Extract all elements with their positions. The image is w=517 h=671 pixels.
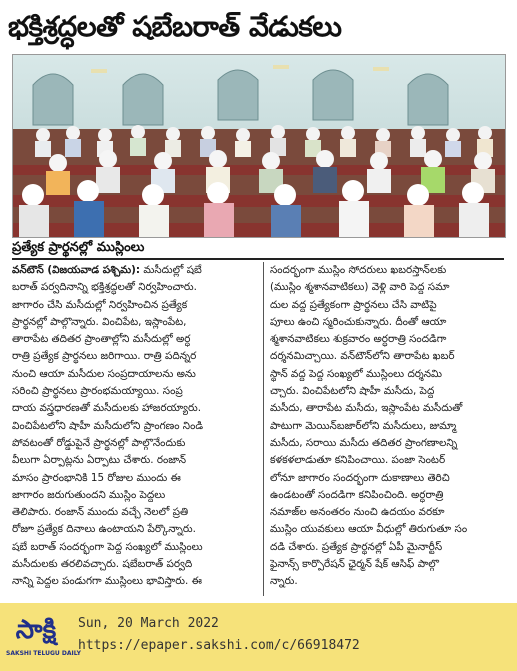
article-line: రోజూ ప్రత్యేక దినాలు ఉంటాయని పేర్కొన్నారు. <box>12 523 196 536</box>
article-line: జాగారం చేసి మసీదుల్లో నిర్వహించిన ప్రత్యేక <box>12 298 188 311</box>
column-divider <box>263 262 264 596</box>
article-line: ముస్లిం యువకులు ఆయా వీధుల్లో తిరుగుతూ సం <box>270 523 468 536</box>
article-line: (ముస్లిం శ్మశానవాటికలు) వెళ్లి వారి పెద్ద సమా <box>270 281 450 294</box>
article-line: నమాజ్‌ల అనంతరం నుంచి ఉదయం వరకూ <box>270 506 445 519</box>
article-line: మసీదులకు తరలివచ్చారు. షబేబరాత్ పర్వది <box>12 558 193 571</box>
article-line: దడి చేశారు. ప్రత్యేక ప్రార్థనల్లో ఏపీ మైనార్టీస్ <box>270 540 443 553</box>
article-line: ఫైనాన్స్ కార్పొరేషన్ ఛైర్మన్ షేక్ ఆసిఫ్ పాల్గొ <box>270 558 439 571</box>
logo-text: సాక్షి <box>15 615 57 645</box>
article-column-left <box>12 262 258 598</box>
article-line: కళకళలాడుతూ కనిపించాయి. పంజా సెంటర్ <box>270 454 446 467</box>
article-line: పూలు ఉంచి స్మరించుకున్నారు. దీంతో ఆయా <box>270 315 447 328</box>
article-line: నాన్ని పెద్దల పండుగగా ముస్లింలు భావిస్తారు. ఈ <box>12 575 202 588</box>
article-line: పాటుగా మెయిన్‌బజార్‌లోని మసీదులు, జుమ్మా <box>270 419 457 432</box>
article-line: పోవటంతో రోడ్డుపైనే ప్రార్థనల్లో పాల్గొనేందుకు <box>12 436 186 449</box>
epaper-link[interactable]: https://epaper.sakshi.com/c/66918472 <box>78 638 360 653</box>
article-first-line <box>12 262 258 279</box>
article-line: తారాపేట తదితర ప్రాంతాల్లోని మసీదుల్లో అర్ధ <box>12 333 191 346</box>
article-line: లోనూ జాగారం సందర్భంగా దుకాణాలు తెరిచి <box>270 471 450 484</box>
first-line-text: మసీదుల్లో షబే <box>140 264 202 276</box>
article-line: సందర్భంగా ముస్లిం సోదరులు ఖబరస్తాన్‌లకు <box>270 264 447 276</box>
article-line: వీలుగా ఏర్పాట్లను ఏర్పాటు చేశారు. రంజాన్ <box>12 454 187 467</box>
article-line: చ్చారు. వించిపేటలోని షాహీ మసీదు, పెద్ద <box>270 385 435 398</box>
article-line: దాయ వస్త్రధారణతో మసీదులకు హాజరయ్యారు. <box>12 402 202 415</box>
headline: భక్తిశ్రద్ధలతో షబేబరాత్ వేడుకలు <box>8 10 342 43</box>
article-line: దర్శనమిచ్చాయి. వన్‌టౌన్‌లోని తారాపేట ఖబర్ <box>270 350 455 363</box>
article-line: రాత్రి ప్రత్యేక ప్రార్థనలు జరిగాయి. రాత్రి పదిన్నర <box>12 350 197 363</box>
epaper-footer <box>0 603 517 671</box>
article-line: మాసం ప్రారంభానికి 15 రోజుల ముందు ఈ <box>12 471 181 484</box>
news-photo <box>12 54 506 238</box>
article-line: శ్మశానవాటికలు శుక్రవారం అర్ధరాత్రి సందడిగా <box>270 333 447 346</box>
article-line: తెలిపారు. రంజాన్ ముందు వచ్చే నెలలో ప్రతి <box>12 506 189 519</box>
dateline: వన్‌టౌన్ (విజయవాడ పశ్చిమ): <box>12 264 141 276</box>
edition-date: Sun, 20 March 2022 <box>78 616 219 631</box>
article-line: వించిపేటలోని షాహీ మసీదులోని ప్రాంగణం నిండి <box>12 419 204 432</box>
article-line: న్నారు. <box>270 575 298 588</box>
photo-caption: ప్రత్యేక ప్రార్థనల్లో ముస్లింలు <box>12 240 145 255</box>
article-column-right <box>270 262 516 598</box>
logo-subtitle: SAKSHI TELUGU DAILY <box>6 650 81 657</box>
article-line: స్థాన్ వద్ద పెద్ద సంఖ్యలో ముస్లింలు దర్శనమి <box>270 367 443 380</box>
article-line: జాగారం జరుగుతుందని ముస్లిం పెద్దలు <box>12 488 166 501</box>
article-line: ప్రార్థనల్లో పాల్గొన్నారు. వించిపేట, ఇస్లాంపేట, <box>12 315 187 328</box>
sakshi-logo <box>6 613 81 663</box>
article-line: సరించి ప్రార్థనలు ప్రారంభమయ్యాయి. సంప్ర <box>12 385 183 398</box>
article-line: నుంచి ఆయా మసీదుల సంప్రదాయాలను అను <box>12 367 196 380</box>
article-line: మసీదు, తారాపేట మసీదు, ఇస్లాంపేట మసీదుతో <box>270 402 463 415</box>
article-line: బరాత్ పర్వదినాన్ని భక్తిశ్రద్ధలతో నిర్వహించారు. <box>12 281 197 294</box>
caption-rule <box>12 258 504 260</box>
article-line: దుల వద్ద ప్రత్యేకంగా ప్రార్థనలు చేసి వాటిపై <box>270 298 437 311</box>
article-line: షబే బరాత్ సందర్భంగా పెద్ద సంఖ్యలో ముస్లింలు <box>12 540 203 553</box>
article-line: మసీదు, సరాయి మసీదు తదితర ప్రాంగణాలన్ని <box>270 436 458 449</box>
article-line: ఉండటంతో సందడిగా కనిపించింది. అర్ధరాత్రి <box>270 488 444 501</box>
